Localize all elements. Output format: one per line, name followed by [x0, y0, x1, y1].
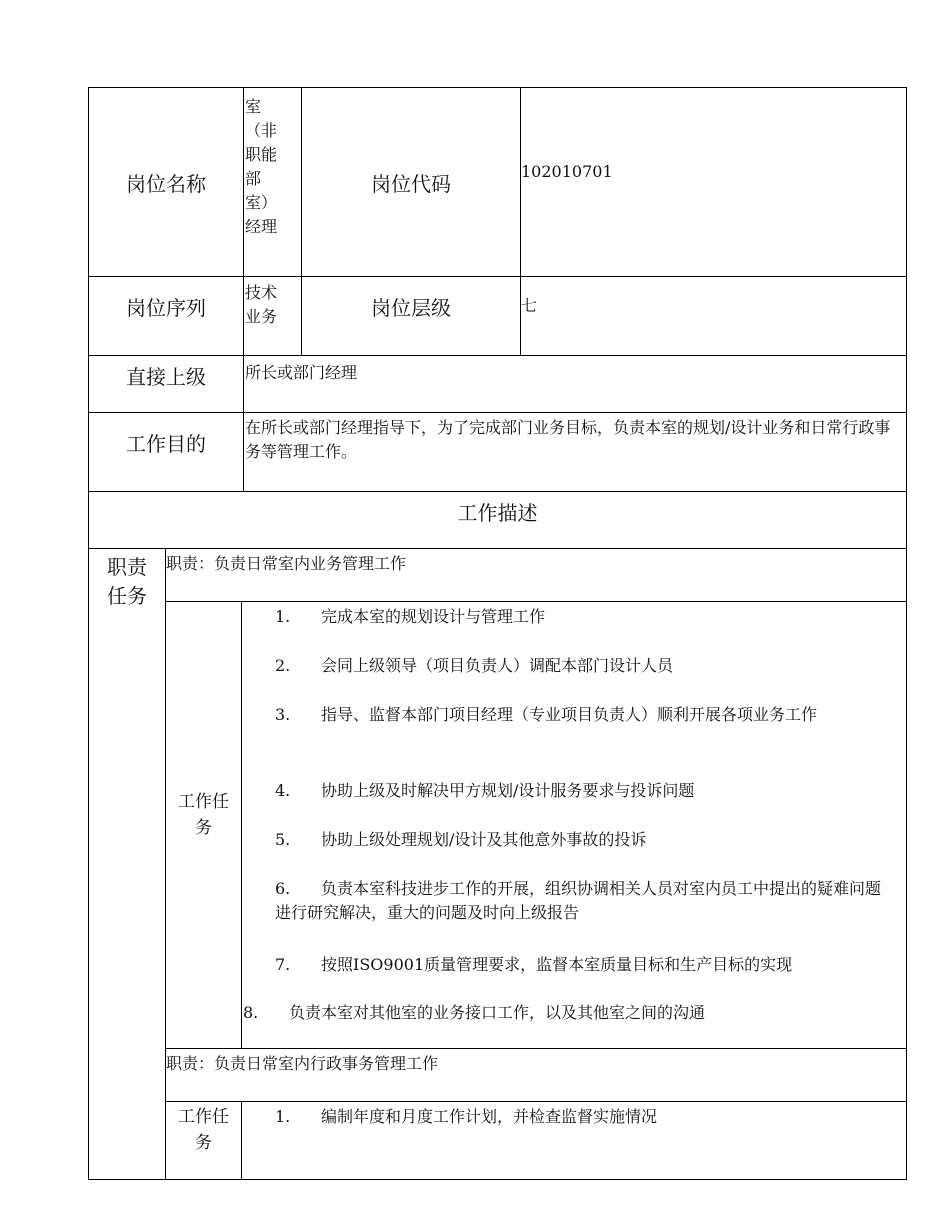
task-text: 指导、监督本部门项目经理（专业项目负责人）顺利开展各项业务工作: [321, 705, 818, 724]
position-series-label: 岗位序列: [126, 295, 206, 320]
task-text: 负责本室对其他室的业务接口工作，以及其他室之间的沟通: [289, 1003, 706, 1022]
row-line: [165, 1101, 907, 1102]
task-item: [275, 828, 885, 852]
superior-value: 所长或部门经理: [245, 363, 358, 382]
position-level-label: 岗位层级: [371, 295, 451, 320]
task-number: 6.: [275, 879, 291, 898]
border-right: [906, 87, 907, 1180]
task-item: [275, 654, 885, 678]
row-line: [165, 601, 907, 602]
task-number: 7.: [275, 955, 291, 974]
task-text: 协助上级及时解决甲方规划/设计服务要求与投诉问题: [321, 781, 695, 800]
task-item: [243, 1001, 883, 1025]
task-text: 完成本室的规划设计与管理工作: [321, 607, 546, 626]
duties-label: 职责 任务: [107, 555, 147, 608]
task-number: 1.: [275, 1107, 291, 1126]
col-line: [241, 1101, 242, 1180]
task-item: [275, 1105, 885, 1129]
position-code-value: 102010701: [521, 162, 613, 181]
col-line: [241, 601, 242, 1049]
task-number: 2.: [275, 656, 291, 675]
task-label: 工作任 务: [178, 792, 229, 838]
task-text: 编制年度和月度工作计划，并检查监督实施情况: [321, 1107, 658, 1126]
description-header: 工作描述: [457, 500, 538, 525]
task-text: 按照ISO9001质量管理要求，监督本室质量目标和生产目标的实现: [321, 955, 793, 974]
purpose-label: 工作目的: [126, 431, 206, 456]
task-item: [275, 779, 885, 803]
task-label: 工作任 务: [178, 1107, 229, 1153]
duty-title: 职责：负责日常室内行政事务管理工作: [166, 1054, 439, 1073]
col-line: [165, 548, 166, 1180]
task-number: 5.: [275, 830, 291, 849]
task-item: [275, 703, 887, 727]
row-line: [165, 1048, 907, 1049]
position-name-value: 室 （非 职能 部 室） 经理: [245, 97, 278, 236]
position-level-value: 七: [521, 296, 538, 315]
task-item: [275, 953, 885, 977]
task-number: 1.: [275, 607, 291, 626]
task-number: 8.: [243, 1003, 259, 1022]
border-bottom: [88, 1179, 907, 1180]
position-name-label: 岗位名称: [126, 171, 206, 196]
position-series-value: 技术 业务: [245, 283, 278, 326]
position-code-label: 岗位代码: [371, 171, 451, 196]
task-text: 负责本室科技进步工作的开展，组织协调相关人员对室内员工中提出的疑难问题进行研究解决，重大的问题及时向上级报告: [275, 879, 882, 922]
task-text: 协助上级处理规划/设计及其他意外事故的投诉: [321, 830, 647, 849]
row-line: [88, 548, 907, 549]
superior-label: 直接上级: [126, 364, 206, 389]
duty-title: 职责：负责日常室内业务管理工作: [166, 554, 407, 573]
task-item: [275, 605, 885, 629]
task-number: 3.: [275, 705, 291, 724]
task-item: [275, 877, 887, 925]
task-text: 会同上级领导（项目负责人）调配本部门设计人员: [321, 656, 674, 675]
task-number: 4.: [275, 781, 291, 800]
purpose-value: 在所长或部门经理指导下，为了完成部门业务目标，负责本室的规划/设计业务和日常行政事务等管理工作。: [245, 418, 891, 461]
